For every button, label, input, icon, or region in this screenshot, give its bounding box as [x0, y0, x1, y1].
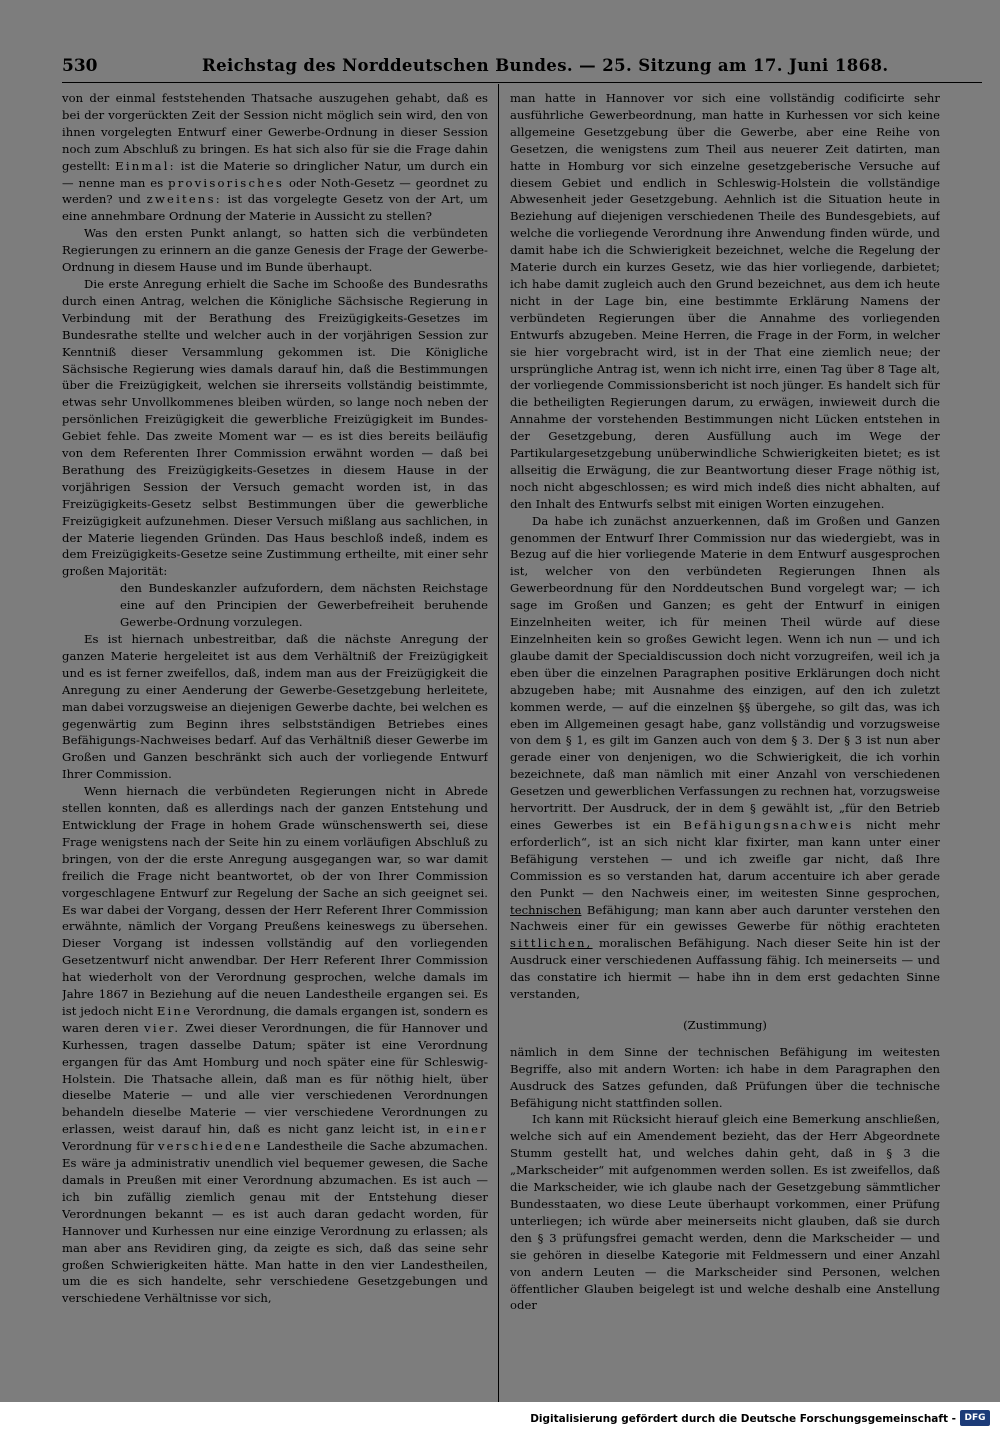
column-divider — [498, 84, 499, 1414]
running-title: Reichstag des Norddeutschen Bundes. — 25. Sitzung am 17. Juni 1868. — [202, 56, 889, 75]
block-quote: den Bundeskanzler aufzufordern, dem nächsten Reichstage eine auf den Principien der Gewerbefreiheit beruhende Gewerbe-Ordnung vorzulegen. — [120, 581, 488, 630]
paragraph: von der einmal feststehenden Thatsache auszugehen gehabt, daß es bei der vorgerückten Zeit der Session nicht möglich sein wird, den von ihnen vorgelegten Entwurf einer Gewerbe-Ordnung in dieser Session noch zum Abschluß zu bringen. Es hat sich also für sie die Frage dahin gestellt: Einmal: ist die Materie so dringlicher Natur, um durch ein — nenne man es provisorisches oder Noth-Gesetz — geordnet zu werden? und zweitens: ist das vorgelegte Gesetz von der Art, um eine annehmbare Ordnung der Materie in Aussicht zu stellen? — [62, 91, 488, 224]
right-column — [510, 90, 940, 1344]
paragraph: Es ist hiernach unbestreitbar, daß die nächste Anregung der ganzen Materie hergeleitet ist aus dem Verhältniß der Freizügigkeit und es ist ferner zweifellos, daß, indem man aus der Freizügigkeit die Anregung zu einer Aenderung der Gewerbe-Gesetzgebung herleitete, man dabei vorzugsweise an diejenigen Gewerbe dachte, bei welchen es gegenwärtig zum Beginn ihres selbstständigen Betriebes eines Befähigungs-Nachweises bedarf. Auf das Verhältniß dieser Gewerbe im Großen und Ganzen beschränkt sich auch der vorliegende Entwurf Ihrer Commission. — [62, 632, 488, 782]
footer-bar — [0, 1402, 1000, 1432]
left-column — [62, 90, 488, 1344]
paragraph: Ich kann mit Rücksicht hierauf gleich eine Bemerkung anschließen, welche sich auf ein Amendement bezieht, das der Herr Abgeordnete Stumm gestellt hat, und welches dahin geht, daß in § 3 die „Markscheider“ mit aufgenommen werden sollen. Es ist zweifellos, daß die Markscheider, wie ich glaube nach der Gesetzgebung sämmtlicher Bundesstaaten, wo diese Leute überhaupt vorkommen, einer Prüfung unterliegen; ich würde aber meinerseits nicht glauben, daß sie durch den § 3 prüfungsfrei gemacht werden, denn die Markscheider — und sie gehören in dieselbe Kategorie mit Feldmessern und einer Anzahl von andern Leuten — die Markscheider sind Personen, welchen öffentlicher Glauben beigelegt ist und welche deshalb eine Anstellung oder — [510, 1112, 940, 1313]
paragraph: Die erste Anregung erhielt die Sache im Schooße des Bundesraths durch einen Antrag, welchen die Königliche Sächsische Regierung in Verbindung mit der Berathung des Freizügigkeits-Gesetzes im Bundesrathe stellte und welcher auch in der vorjährigen Session zur Kenntniß dieser Versammlung gekommen ist. Die Königliche Sächsische Regierung wies damals darauf hin, daß die Bestimmungen über die Freizügigkeit, welchen sie ihrerseits vollständig beistimmte, etwas sehr Unvollkommenes bleiben würden, so lange noch neben der persönlichen Freizügigkeit die gewerbliche Freizügigkeit im Bundes-Gebiet fehle. Das zweite Moment war — es ist dies bereits beiläufig von dem Referenten Ihrer Commission erwähnt worden — daß bei Berathung des Freizügigkeits-Gesetzes in diesem Hause in der vorjährigen Session der Versuch gemacht worden ist, in das Freizügigkeits-Gesetz selbst Bestimmungen über die gewerbliche Freizügigkeit aufzunehmen. Dieser Versuch mißlang aus sachlichen, in der Materie liegenden Gründen. Das Haus beschloß indeß, indem es dem Freizügigkeits-Gesetze seine Zustimmung ertheilte, mit einer sehr großen Majorität: — [62, 276, 488, 579]
page-number: 530 — [62, 56, 98, 76]
paragraph: Was den ersten Punkt anlangt, so hatten sich die verbündeten Regierungen zu erinnern an die ganze Genesis der Frage der Gewerbe-Ordnung in diesem Hause und im Bunde überhaupt. — [62, 226, 488, 275]
paragraph: Wenn hiernach die verbündeten Regierungen nicht in Abrede stellen konnten, daß es allerdings nach der ganzen Entstehung und Entwicklung der Frage in hohem Grade wünschenswerth sei, diese Frage wenigstens nach der Seite hin zu einem vorläufigen Abschluß zu bringen, von der die erste Anregung ausgegangen war, so war damit freilich die Frage nicht beantwortet, ob der von Ihrer Commission vorgeschlagene Entwurf zur Regelung der Sache an sich geeignet sei. Es war dabei der Vorgang, dessen der Herr Referent Ihrer Commission erwähnte, nämlich der Vorgang Preußens keineswegs zu übersehen. Dieser Vorgang ist indessen vollständig auf den vorliegenden Gesetzentwurf nicht anwendbar. Der Herr Referent Ihrer Commission hat wiederholt von der Verordnung gesprochen, welche damals im Jahre 1867 in Beziehung auf die neuen Landestheile ergangen sei. Es ist jedoch nicht Eine Verordnung, die damals ergangen ist, sondern es waren deren vier. Zwei dieser Verordnungen, die für Hannover und Kurhessen, tragen dasselbe Datum; später ist eine Verordnung ergangen für das Amt Homburg und noch später eine für Schleswig-Holstein. Die Thatsache allein, daß man es für nöthig hielt, über dieselbe Materie — und alle vier verschiedenen Verordnungen behandeln dieselbe Materie — vier verschiedene Verordnungen zu erlassen, weist darauf hin, daß es nicht ganz leicht ist, in einer Verordnung für verschiedene Landestheile die Sache abzumachen. Es wäre ja administrativ unendlich viel bequemer gewesen, die Sache damals in Preußen mit einer Verordnung abzumachen. Es ist auch — ich bin zufällig ziemlich genau mit der Entstehung dieser Verordnungen bekannt — es ist auch daran gedacht worden, für Hannover und Kurhessen nur eine einzige Verordnung zu erlassen; als man aber ans Revidiren ging, da zeigte es sich, daß das seine sehr großen Schwierigkeiten hätte. Man hatte in den vier Landestheilen, um die es sich handelte, sehr verschiedene Gesetzgebungen und verschiedene Verhältnisse vor sich, — [62, 784, 488, 1306]
interjection: (Zustimmung) — [683, 1017, 767, 1032]
paragraph: man hatte in Hannover vor sich eine vollständig codificirte sehr ausführliche Gewerbeordnung, man hatte in Kurhessen vor sich keine allgemeine Gesetzgebung über die Gewerbe, aber eine Reihe von Gesetzen, die wenigstens zum Theil aus neuerer Zeit datirten, man hatte in Homburg vor sich einzelne gesetzgeberische Versuche auf diesem Gebiet und endlich in Schleswig-Holstein die vollständige Abwesenheit jeder Gesetzgebung. Aehnlich ist die Situation heute in Beziehung auf diejenigen verschiedenen Theile des Bundesgebiets, auf welche die vorliegende Verordnung ihre Anwendung finden würde, und damit habe ich die Schwierigkeit bezeichnet, welche die Regelung der Materie durch ein kurzes Gesetz, wie das hier vorliegende, darbietet; ich habe damit zugleich auch den Grund bezeichnet, aus dem ich heute nicht in der Lage bin, eine bestimmte Erklärung Namens der verbündeten Regierungen über die Annahme des vorliegenden Entwurfs abzugeben. Meine Herren, die Frage in der Form, in welcher sie hier vorgebracht wird, ist in der That eine ziemlich neue; der ursprüngliche Antrag ist, wenn ich nicht irre, einen Tag über 8 Tage alt, der vorliegende Commissionsbericht ist noch jünger. Es handelt sich für die betheiligten Regierungen darum, zu erwägen, inwieweit durch die Annahme der vorstehenden Bestimmungen nicht Lücken entstehen in der Gesetzgebung, deren Ausfüllung auch im Wege der Partikulargesetzgebung unüberwindliche Schwierigkeiten bietet; es ist allseitig die Erwägung, die zur Beantwortung dieser Frage nöthig ist, noch nicht abgeschlossen; es wird mich indeß dies nicht abhalten, auf den Inhalt des Entwurfs selbst mit einigen Worten einzugehen. — [510, 91, 940, 511]
page-header — [62, 52, 982, 83]
paragraph: Da habe ich zunächst anzuerkennen, daß im Großen und Ganzen genommen der Entwurf Ihrer Commission nur das wiedergiebt, was in Bezug auf die hier vorliegende Materie in dem Entwurf ausgesprochen ist, welcher von den verbündeten Regierungen Ihnen als Gewerbeordnung für den Norddeutschen Bund vorgelegt war; — ich sage im Großen und Ganzen; es geht der Entwurf in einigen Einzelnheiten weiter, ich für meinen Theil würde auf diese Einzelnheiten kein so großes Gewicht legen. Wenn ich nun — und ich glaube damit der Specialdiscussion doch nicht vorzugreifen, weil ich ja eben über die einzelnen Paragraphen positive Erklärungen doch nicht abzugeben habe; mit Ausnahme des einzigen, auf den ich zuletzt kommen werde, — auf die einzelnen §§ übergehe, so gilt das, was ich eben im Allgemeinen gesagt habe, ganz vollständig und vorzugsweise von dem § 1, es gilt im Ganzen auch von dem § 3. Der § 3 ist nun aber gerade einer von denjenigen, wo die Schwierigkeit, die ich vorhin bezeichnete, daß man nämlich mit einer Anzahl von verschiedenen Gesetzen und gewerblichen Verfassungen zu rechnen hat, vorzugsweise hervortritt. Der Ausdruck, der in dem § gewählt ist, „für den Betrieb eines Gewerbes ist ein Befähigungsnachweis nicht mehr erforderlich“, ist an sich nicht klar fixirter, man kann unter einer Befähigung verstehen — und ich zweifle gar nicht, daß Ihre Commission es so verstanden hat, darum accentuire ich aber gerade den Punkt — den Nachweis einer, im weitesten Sinne gesprochen, technischen Befähigung; man kann aber auch darunter verstehen den Nachweis einer für ein gewisses Gewerbe für nöthig erachteten sittlichen, moralischen Befähigung. Nach dieser Seite hin ist der Ausdruck einer verschiedenen Auffassung fähig. Ich meinerseits — und das constatire ich hiermit — habe ihn in dem erst gedachten Sinne verstanden, — [510, 513, 940, 1002]
dfg-logo: DFG — [960, 1410, 990, 1426]
paragraph: nämlich in dem Sinne der technischen Befähigung im weitesten Begriffe, also mit andern Worten: ich habe in dem Paragraphen den Ausdruck des Satzes gefunden, daß Prüfungen über die technische Befähigung nicht stattfinden sollen. — [510, 1044, 940, 1110]
funding-credit: Digitalisierung gefördert durch die Deutsche Forschungsgemeinschaft - — [530, 1413, 956, 1425]
